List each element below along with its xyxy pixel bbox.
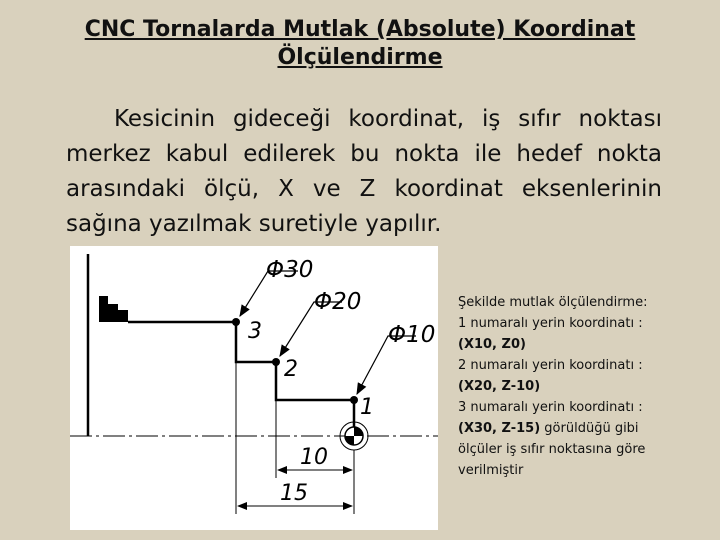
caption-point-1-label: 1 numaralı yerin koordinatı :: [458, 316, 643, 331]
caption-point-3-line: [458, 418, 698, 439]
caption-point-2-value: (X20, Z-10): [458, 379, 541, 394]
point-2-marker: [272, 358, 280, 366]
figure-drawing: [70, 246, 438, 530]
caption-point-1-value: (X10, Z0): [458, 337, 526, 352]
dimension-label-15: 15: [280, 481, 308, 506]
label-point-1: 1: [360, 395, 374, 420]
point-1-marker: [350, 396, 358, 404]
label-phi30: Φ30: [266, 257, 314, 283]
point-3-marker: [232, 318, 240, 326]
label-point-3: 3: [248, 319, 262, 344]
caption-point-2-label: 2 numaralı yerin koordinatı :: [458, 358, 643, 373]
caption-intro: Şekilde mutlak ölçülendirme:: [458, 295, 648, 310]
caption-outro: ölçüler iş sıfır noktasına göre verilmiştir: [458, 442, 646, 478]
workpiece-profile: [128, 322, 354, 436]
label-phi20: Φ20: [314, 289, 362, 315]
label-point-2: 2: [284, 357, 298, 382]
page-title: [40, 16, 680, 72]
figure-caption: [458, 292, 698, 481]
dimension-label-10: 10: [300, 445, 328, 470]
chuck-jaw: [88, 254, 128, 436]
caption-point-3-label: 3 numaralı yerin koordinatı :: [458, 400, 643, 415]
caption-point-3-value: (X30, Z-15): [458, 421, 541, 436]
title-line-2: Ölçülendirme: [277, 45, 443, 70]
label-phi10: Φ10: [388, 322, 436, 348]
explanation-paragraph: Kesicinin gideceği koordinat, iş sıfır noktası merkez kabul edilerek bu nokta ile hedef nokta arasındaki ölçü, X ve Z koordinat eksenlerinin sağına yazılmak suretiyle yapılır.: [66, 106, 662, 237]
caption-point-3-suffix: görüldüğü gibi: [544, 421, 639, 436]
title-line-1: CNC Tornalarda Mutlak (Absolute) Koordinat: [84, 17, 636, 42]
absolute-dimensioning-figure: [70, 246, 438, 530]
